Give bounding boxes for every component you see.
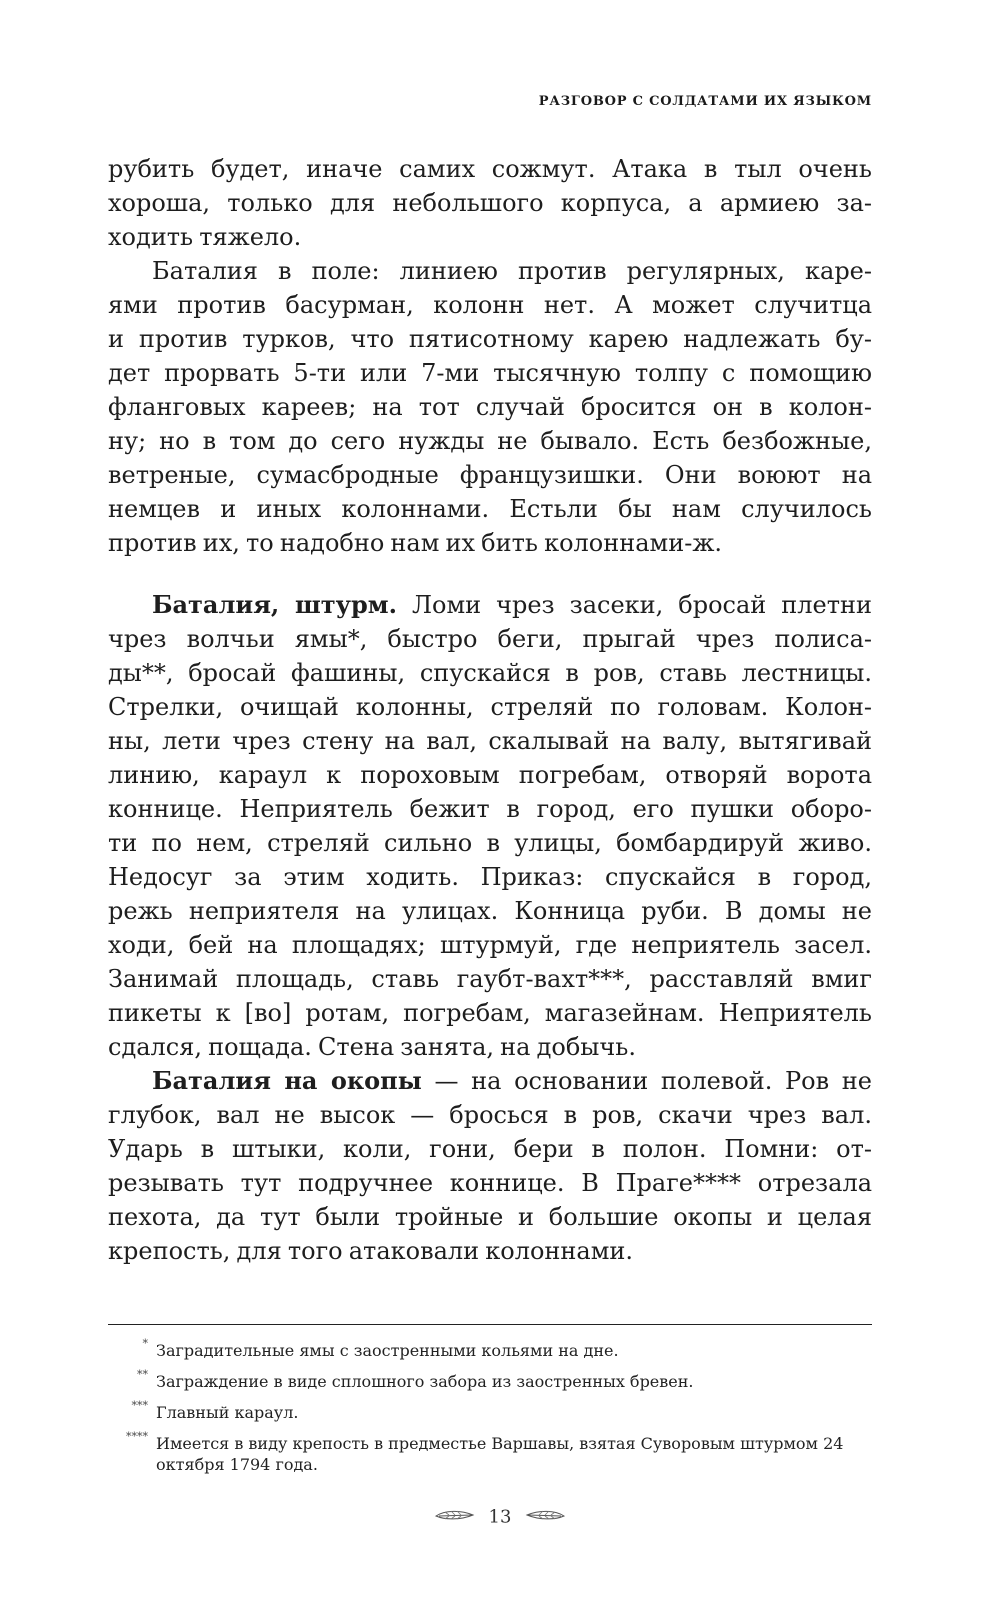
page-body	[108, 152, 872, 1268]
text-line: ны, лети чрез стену на вал, скалывай на валу, вытягивай	[108, 727, 872, 755]
footnote-mark: ****	[126, 1430, 148, 1443]
text-line: ды**, бросай фашины, спускайся в ров, ставь лестницы.	[108, 659, 872, 687]
text-line: против их, то надобно нам их бить колоннами-ж.	[108, 529, 723, 557]
footnote-mark: **	[137, 1368, 148, 1381]
text-line: ти по нем, стреляй сильно в улицы, бомбардируй живо.	[108, 829, 872, 857]
footnotes	[108, 1337, 872, 1485]
footnote-text: Заграждение в виде сплошного забора из заостренных бревен.	[156, 1372, 694, 1391]
text-line: ходить тяжело.	[108, 223, 302, 251]
text-line-content: Ломи чрез засеки, бросай плетни	[412, 591, 872, 619]
text-line: ветреные, сумасбродные французишки. Они воюют на	[108, 461, 872, 489]
text-line: пикеты к [во] ротам, погребам, магазейнам. Неприятель	[108, 999, 872, 1027]
text-line: рубить будет, иначе самих сожмут. Атака в тыл очень	[108, 155, 872, 183]
run-in-heading: Баталия, штурм.	[152, 590, 398, 619]
footnote	[108, 1337, 872, 1361]
footnote	[108, 1368, 872, 1392]
text-line: резывать тут подручнее коннице. В Праге**** отрезала	[108, 1169, 872, 1197]
footnote	[108, 1430, 872, 1475]
footnote-mark: *	[142, 1337, 148, 1350]
text-line: Стрелки, очищай колонны, стреляй по головам. Колон-	[108, 693, 872, 721]
running-head: РАЗГОВОР С СОЛДАТАМИ ИХ ЯЗЫКОМ	[538, 94, 872, 109]
text-line: и против турков, что пятисотному карею надлежать бу-	[108, 325, 872, 353]
footnote	[108, 1399, 872, 1423]
text-line: глубок, вал не высок — бросься в ров, скачи чрез вал.	[108, 1101, 872, 1129]
text-line: коннице. Неприятель бежит в город, его пушки оборо-	[108, 795, 872, 823]
footnote-text: Главный караул.	[156, 1403, 299, 1422]
text-line: фланговых кареев; на тот случай бросится он в колон-	[108, 393, 872, 421]
text-line: линию, караул к пороховым погребам, отворяй ворота	[108, 761, 872, 789]
text-line: ну; но в том до сего нужды не бывало. Есть безбожные,	[108, 427, 872, 455]
text-line: крепость, для того атаковали колоннами.	[108, 1237, 633, 1265]
text-line: дет прорвать 5-ти или 7-ми тысячную толпу с помощию	[108, 359, 872, 387]
feather-ornament-icon	[435, 1507, 475, 1528]
text-line: немцев и иных колоннами. Естьли бы нам случилось	[108, 495, 872, 523]
text-line: Ударь в штыки, коли, гони, бери в полон. Помни: от-	[108, 1135, 872, 1163]
text-line: ями против басурман, колонн нет. А может случитца	[108, 291, 872, 319]
text-line: Баталия в поле: линиею против регулярных, каре-	[152, 257, 872, 285]
footnote-mark: ***	[131, 1399, 148, 1412]
footnote-text: Заградительные ямы с заостренными кольями на дне.	[156, 1341, 619, 1360]
text-line	[108, 1064, 872, 1098]
section-gap	[108, 560, 872, 588]
text-line: чрез волчьи ямы*, быстро беги, прыгай чрез полиса-	[108, 625, 872, 653]
text-line	[108, 588, 872, 622]
text-line: режь неприятеля на улицах. Конница руби. В домы не	[108, 897, 872, 925]
text-line: пехота, да тут были тройные и большие окопы и целая	[108, 1203, 872, 1231]
footnote-rule	[108, 1324, 872, 1325]
text-line: Недосуг за этим ходить. Приказ: спускайся в город,	[108, 863, 872, 891]
text-line: сдался, пощада. Стена занята, на добычь.	[108, 1033, 636, 1061]
text-line: Занимай площадь, ставь гаубт-вахт***, расставляй вмиг	[108, 965, 872, 993]
text-line-content: — на основании полевой. Ров не	[421, 1067, 872, 1095]
page-footer	[0, 1506, 1000, 1528]
footnote-text: Имеется в виду крепость в предместье Варшавы, взятая Суворовым штурмом 24 октября 1794 года.	[156, 1434, 844, 1474]
page-number: 13	[488, 1506, 512, 1528]
text-line: хороша, только для небольшого корпуса, а армиею за-	[108, 189, 872, 217]
text-line: ходи, бей на площадях; штурмуй, где неприятель засел.	[108, 931, 872, 959]
feather-ornament-icon	[525, 1507, 565, 1528]
run-in-heading: Баталия на окопы	[152, 1066, 422, 1095]
